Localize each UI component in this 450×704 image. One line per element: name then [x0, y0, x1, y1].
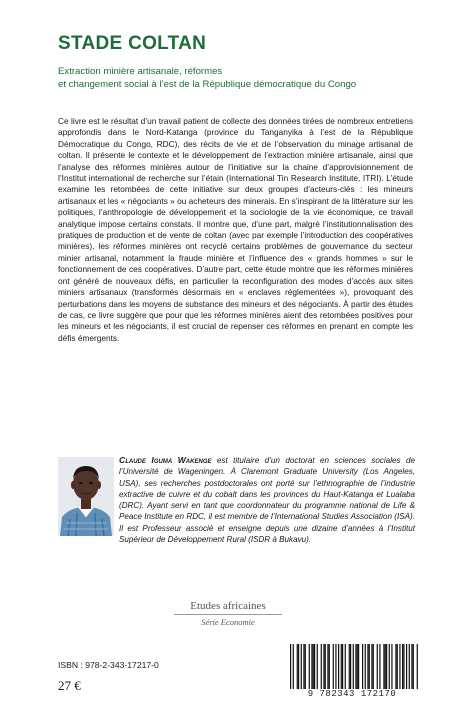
barcode-bar [321, 644, 322, 690]
barcode-bar [383, 644, 384, 690]
barcode-bar [367, 644, 368, 690]
barcode-bar [395, 644, 396, 690]
barcode-bar [371, 644, 372, 690]
barcode-bar [357, 644, 358, 690]
author-name: Claude Iguma Wakenge [119, 455, 212, 465]
barcode-digits: 9 782343 172170 [282, 689, 422, 699]
barcode-bar [342, 644, 343, 690]
collection-name: Etudes africaines [190, 600, 266, 612]
collection-logo [168, 600, 288, 627]
barcode-bar [345, 644, 346, 690]
barcode-bar [349, 644, 350, 690]
barcode-bar [335, 644, 336, 690]
barcode-bar [397, 644, 398, 690]
barcode-bar [389, 644, 390, 690]
barcode-bar [341, 644, 342, 690]
book-subtitle [58, 66, 428, 91]
subtitle-line-2: et changement social à l’est de la République démocratique du Congo [58, 78, 357, 90]
barcode-bar [323, 644, 324, 690]
barcode-bar [305, 644, 306, 690]
barcode-bar [386, 644, 387, 690]
barcode-bar [329, 644, 330, 690]
author-biography [119, 455, 415, 545]
author-photo [58, 457, 114, 536]
barcode-bar [379, 644, 380, 690]
barcode-bar [369, 644, 370, 690]
barcode-bar [413, 644, 414, 690]
book-title: STADE COLTAN [58, 33, 207, 54]
collection-divider [174, 614, 282, 615]
barcode-bar [338, 644, 339, 690]
barcode-bar [362, 644, 363, 690]
barcode-bar [297, 644, 298, 690]
barcode-bar [350, 644, 351, 690]
price: 27 € [58, 678, 81, 693]
barcode-bar [313, 644, 314, 690]
barcode-bar [399, 644, 400, 690]
collection-series: Série Economie [201, 617, 255, 627]
barcode-bar [409, 644, 410, 690]
barcode-bar [309, 644, 310, 690]
barcode-bar [373, 644, 374, 690]
barcode-bar [377, 644, 378, 690]
barcode-bar [325, 644, 326, 690]
author-bio-text: est titulaire d’un doctorat en sciences sociales de l’Université de Wageningen. À Claremont Graduate University (Los Angeles, USA), ses recherches postdoctorales ont porté sur l’ethnographie de l’industrie extractive de cuivre et du cobalt dans les provinces du Haut-Katanga et Lualaba (DRC). Ayant servi en tant que coordonnateur du programme national de Life & Peace Institute en RDC, il est membre de l’International Studies Association (ISA). Il est Professeur associé et enseigne depuis une dizaine d’années à l’Institut Supérieur de Développement Rural (ISDR à Bukavu). [119, 456, 415, 545]
barcode-bar [411, 644, 412, 690]
barcode-bar [333, 644, 334, 690]
barcode-bar [311, 644, 312, 690]
barcode-bar [406, 644, 407, 690]
barcode-bar [358, 644, 359, 690]
isbn: ISBN : 978-2-343-17217-0 [58, 660, 159, 670]
back-cover-summary: Ce livre est le résultat d’un travail patient de collecte des données tirées de nombreux entretiens approfondis dans le Nord-Katanga (province du Tanganyika à l’est de la République Démocratique du Congo, RDC), des récits de vie et de l’observation du minage artisanal de coltan. Il présente le contexte et le développement de l’extraction minière artisanale, ainsi que l’analyse des réformes minières autour de l’initiative sur la chaine d’approvisionnement de l’Institut international de recherche sur l’étain (International Tin Research Institute, ITRI). L’étude examine les retombées de cette initiative sur deux groupes d’acteurs-clés : les mineurs artisanaux et les « négociants » ou acheteurs des minerais. En s’inspirant de la littérature sur les politiques, l’anthropologie de développement et la sociologie de la vie économique, ce travail analytique impose certains constats. Il montre que, d’une part, malgré l’institutionnalisation des pratiques de production et de vente de coltan (avec par exemple l’introduction des coopératives minières), les réformes minières ont recyclé certains problèmes de gouvernance du secteur minier artisanal, notamment la fraude minière et l’influence des « grands hommes » sur le fonctionnement de ces coopératives. D’autre part, cette étude montre que les réformes minières ont généré de nouveaux défis, en particulier la reconfiguration des modes d’accès aux sites miniers artisanaux (transformés désormais en « enclaves réglementées »), provoquant des perturbations dans les moyens de substance des mineurs et des négociants. À partir des études de cas, ce livre suggère que pour que les réformes minières aient des retombées positives pour les mineurs et les négociants, il est crucial de repenser ces réformes en prenant en compte les défis émergents. [58, 116, 413, 343]
subtitle-line-1: Extraction minière artisanale, réformes [58, 66, 223, 77]
barcode-bar [402, 644, 403, 690]
barcode-bar [403, 644, 404, 690]
barcode-bar [365, 644, 366, 690]
barcode-bar [327, 644, 328, 690]
barcode-bar [317, 644, 318, 690]
barcode-bar [301, 644, 302, 690]
barcode-bar [391, 644, 392, 690]
barcode-bar [314, 644, 315, 690]
barcode-bar [303, 644, 304, 690]
barcode-bar [298, 644, 299, 690]
barcode-bar [385, 644, 386, 690]
